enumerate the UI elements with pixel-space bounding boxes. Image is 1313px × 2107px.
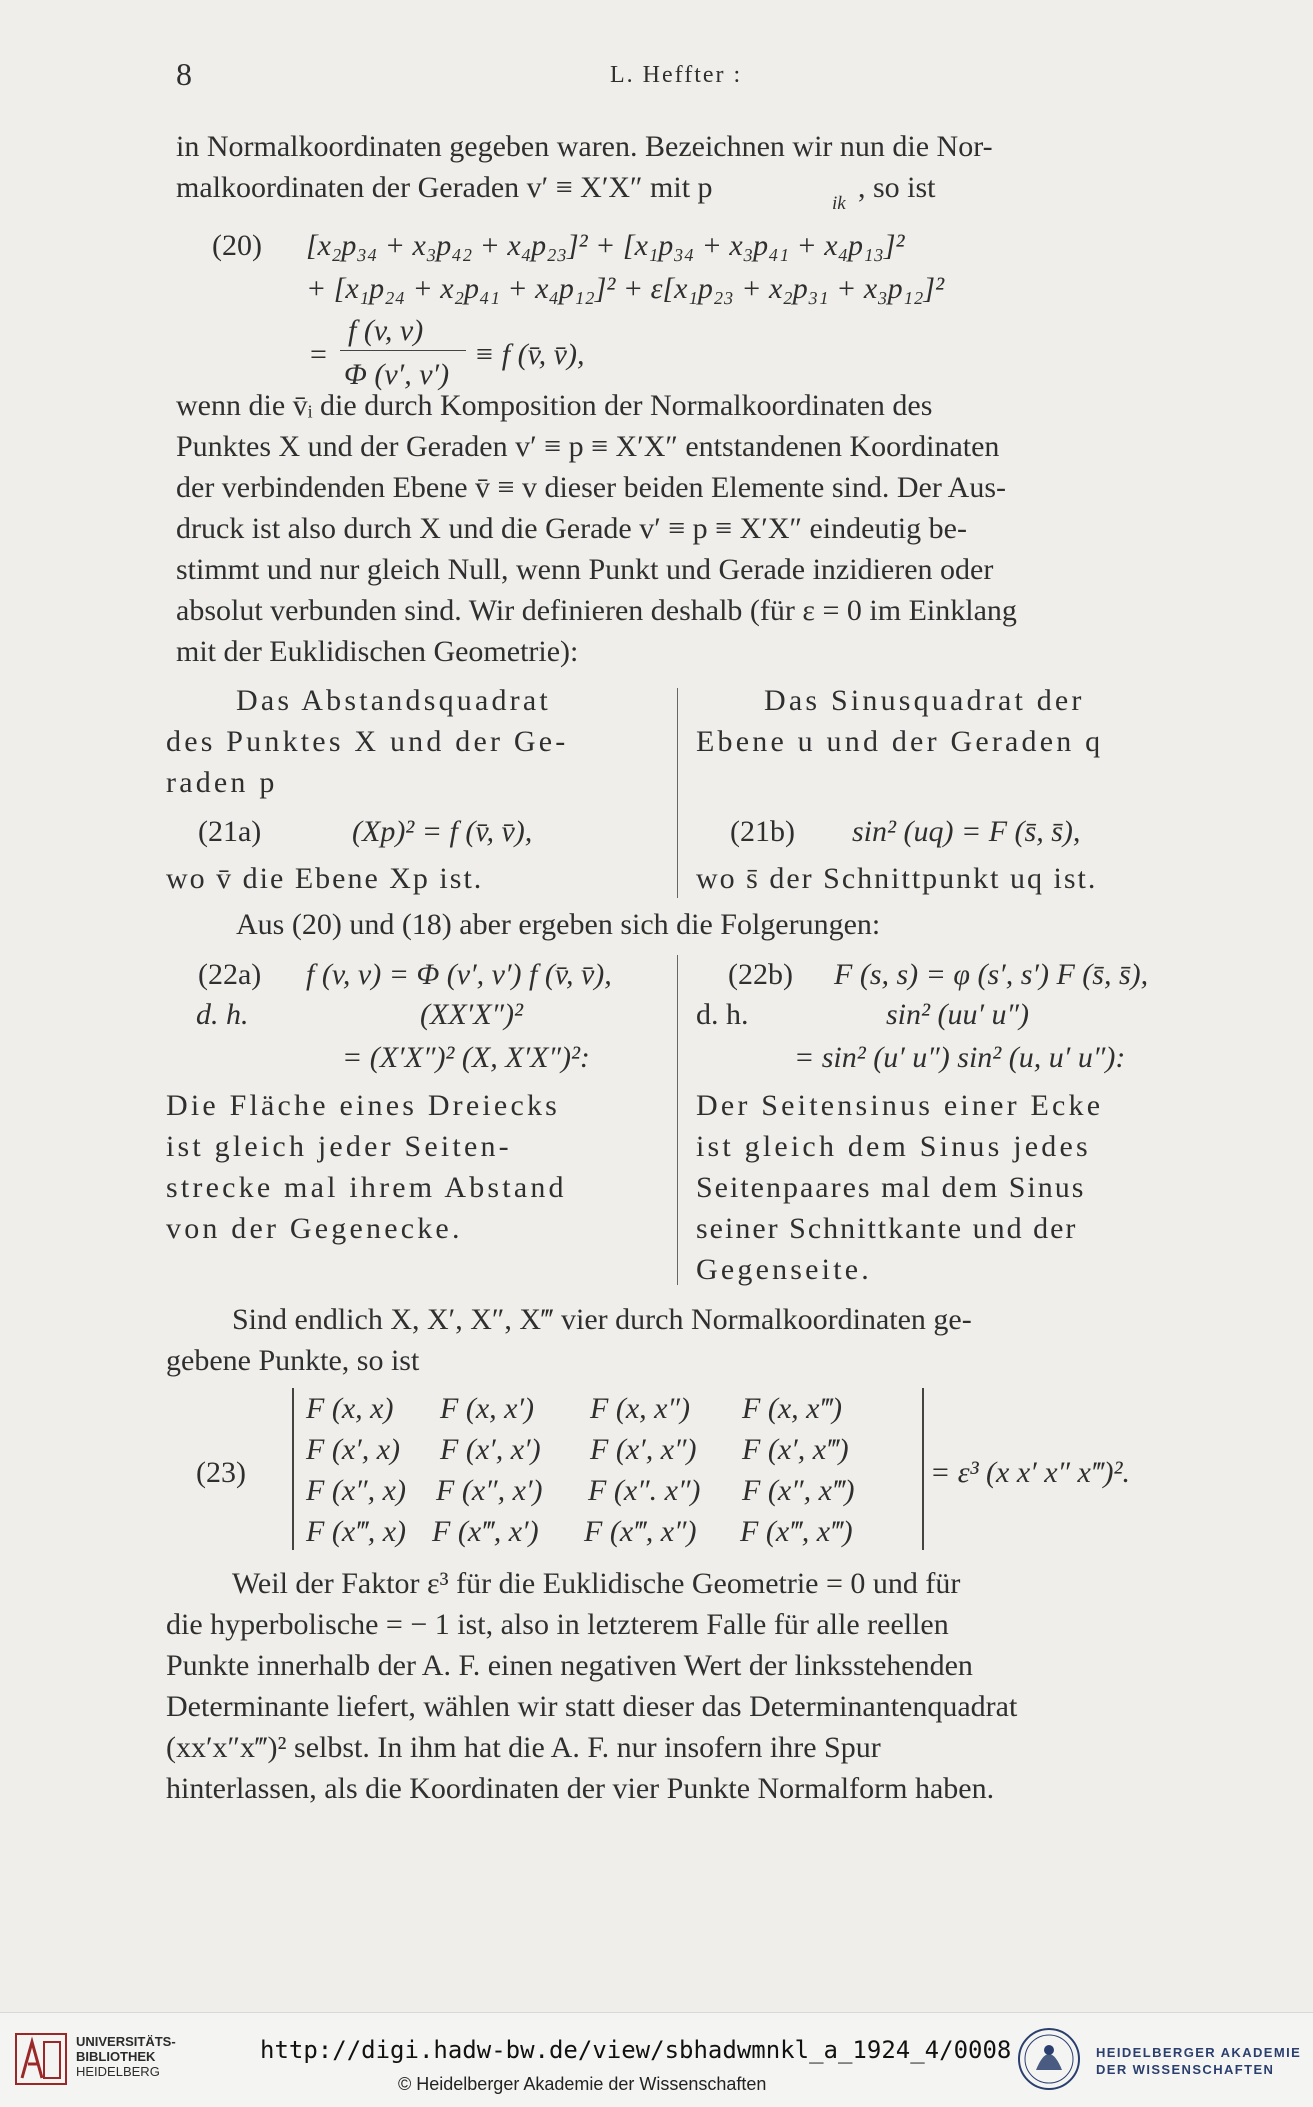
eq20-rhs: ≡ f (v̄, v̄), xyxy=(474,338,585,371)
eq20-fraction-bar xyxy=(340,350,466,351)
eq22a-formula: f (v, v) = Φ (v′, v′) f (v̄, v̄), xyxy=(306,958,612,991)
sind-line-2: gebene Punkte, so ist xyxy=(166,1344,420,1377)
eq23-rhs: = ε³ (x x′ x″ x‴)². xyxy=(930,1456,1130,1489)
eq21b-formula: sin² (uq) = F (s̄, s̄), xyxy=(852,815,1081,848)
eq20-denominator: Φ (v′, v′) xyxy=(344,358,450,391)
col22b-line-7: ist gleich dem Sinus jedes xyxy=(696,1130,1091,1163)
eq20-line-2: + [x₁p₂₄ + x₂p₄₁ + x₄p₁₂]² + ε[x₁p₂₃ + x₂p₃₁ + x₃p₁₂]² xyxy=(306,272,945,305)
det-cell: F (x′, x″) xyxy=(590,1433,697,1466)
para1-line-5: stimmt und nur gleich Null, wenn Punkt und Gerade inzidieren oder xyxy=(176,553,994,586)
eq23-number: (23) xyxy=(196,1456,246,1489)
page-number: 8 xyxy=(176,56,192,92)
col21b-line-2: Ebene u und der Geraden q xyxy=(696,725,1104,758)
det-cell: F (x″, x′) xyxy=(436,1474,543,1507)
col22a-line-7: ist gleich jeder Seiten- xyxy=(166,1130,512,1163)
col22b-line-6: Der Seitensinus einer Ecke xyxy=(696,1089,1104,1122)
eq21a-number: (21a) xyxy=(198,815,262,848)
det-cell: F (x‴, x‴) xyxy=(740,1515,853,1548)
eq22a-formula-3: = (X′X″)² (X, X′X″)²: xyxy=(342,1041,590,1074)
determinant-left-bar xyxy=(292,1388,294,1550)
det-cell: F (x, x′) xyxy=(440,1392,534,1425)
col22a-line-8: strecke mal ihrem Abstand xyxy=(166,1171,567,1204)
eq22b-formula-3: = sin² (u′ u″) sin² (u, u′ u″): xyxy=(794,1041,1126,1074)
det-cell: F (x′, x′) xyxy=(440,1433,541,1466)
column-divider-21 xyxy=(677,688,678,898)
eq20-line-1: [x₂p₃₄ + x₃p₄₂ + x₄p₂₃]² + [x₁p₃₄ + x₃p₄₁ + x₄p₁₃]² xyxy=(306,229,905,262)
col22a-dh: d. h. xyxy=(196,998,249,1031)
academy-label xyxy=(1096,2044,1301,2078)
running-title: L. Heffter : xyxy=(610,62,743,88)
det-cell: F (x″, x) xyxy=(306,1474,406,1507)
col22b-dh: d. h. xyxy=(696,998,749,1031)
intro-subscript: ik xyxy=(832,193,846,214)
col22b-line-10: Gegenseite. xyxy=(696,1253,872,1286)
logo-text-line: DER WISSENSCHAFTEN xyxy=(1096,2062,1275,2077)
weil-line-1: Weil der Faktor ε³ für die Euklidische Geometrie = 0 und für xyxy=(232,1567,961,1600)
logo-text-line: BIBLIOTHEK xyxy=(76,2049,156,2064)
eq22b-formula-2: sin² (uu′ u″) xyxy=(886,998,1030,1031)
col21a-line-1: Das Abstandsquadrat xyxy=(236,684,551,717)
eq22a-number: (22a) xyxy=(198,958,262,991)
determinant-right-bar xyxy=(922,1388,924,1550)
col22a-line-6: Die Fläche eines Dreiecks xyxy=(166,1089,561,1122)
col22b-line-9: seiner Schnittkante und der xyxy=(696,1212,1078,1245)
col21a-line-2: des Punktes X und der Ge- xyxy=(166,725,569,758)
weil-line-2: die hyperbolische = − 1 ist, also in letzterem Falle für alle reellen xyxy=(166,1608,949,1641)
det-cell: F (x‴, x′) xyxy=(432,1515,539,1548)
para1-line-6: absolut verbunden sind. Wir definieren deshalb (für ε = 0 im Einklang xyxy=(176,594,1017,627)
col22a-line-9: von der Gegenecke. xyxy=(166,1212,463,1245)
col21b-line-5: wo s̄ der Schnittpunkt uq ist. xyxy=(696,862,1098,895)
weil-line-3: Punkte innerhalb der A. F. einen negativen Wert der linksstehenden xyxy=(166,1649,973,1682)
logo-text-line: HEIDELBERGER AKADEMIE xyxy=(1096,2045,1302,2060)
weil-line-5: (xx′x″x‴)² selbst. In ihm hat die A. F. nur insofern ihre Spur xyxy=(166,1731,881,1764)
eq21a-formula: (Xp)² = f (v̄, v̄), xyxy=(352,815,533,848)
university-library-label xyxy=(76,2034,176,2079)
intro-line-2: malkoordinaten der Geraden v′ ≡ X′X″ mit p xyxy=(176,171,713,204)
eq21b-number: (21b) xyxy=(730,815,795,848)
weil-line-6: hinterlassen, als die Koordinaten der vier Punkte Normalform haben. xyxy=(166,1772,995,1805)
col21b-line-1: Das Sinusquadrat der xyxy=(764,684,1085,717)
det-cell: F (x‴, x″) xyxy=(584,1515,697,1548)
det-cell: F (x′, x) xyxy=(306,1433,400,1466)
col22b-line-8: Seitenpaares mal dem Sinus xyxy=(696,1171,1086,1204)
eq22b-formula: F (s, s) = φ (s′, s′) F (s̄, s̄), xyxy=(834,958,1149,991)
para1-line-2: Punktes X und der Geraden v′ ≡ p ≡ X′X″ entstandenen Koordinaten xyxy=(176,430,1000,463)
det-cell: F (x″, x‴) xyxy=(742,1474,855,1507)
det-cell: F (x‴, x) xyxy=(306,1515,407,1548)
det-cell: F (x, x″) xyxy=(590,1392,690,1425)
weil-line-4: Determinante liefert, wählen wir statt dieser das Determinantenquadrat xyxy=(166,1690,1018,1723)
eq22b-number: (22b) xyxy=(728,958,793,991)
logo-text-line: HEIDELBERG xyxy=(76,2064,160,2079)
eq20-numerator: f (v, v) xyxy=(348,314,424,347)
det-cell: F (x, x) xyxy=(306,1392,394,1425)
eq20-equals: = xyxy=(310,338,327,371)
academy-seal-icon xyxy=(1014,2026,1084,2092)
para1-line-7: mit der Euklidischen Geometrie): xyxy=(176,635,579,668)
det-cell: F (x, x‴) xyxy=(742,1392,843,1425)
logo-text-line: UNIVERSITÄTS- xyxy=(76,2034,176,2049)
university-library-logo-icon xyxy=(14,2032,68,2086)
col21a-line-3: raden p xyxy=(166,766,278,799)
aus-line: Aus (20) und (18) aber ergeben sich die Folgerungen: xyxy=(236,908,881,941)
para1-line-3: der verbindenden Ebene v̄ ≡ v dieser beiden Elemente sind. Der Aus- xyxy=(176,471,1006,504)
intro-line-2-end: , so ist xyxy=(858,171,936,204)
permalink-url[interactable]: http://digi.hadw-bw.de/view/sbhadwmnkl_a_1924_4/0008 xyxy=(260,2036,1012,2064)
det-cell: F (x″. x″) xyxy=(588,1474,701,1507)
para1-line-1: wenn die v̄ᵢ die durch Komposition der Normalkoordinaten des xyxy=(176,389,933,422)
det-cell: F (x′, x‴) xyxy=(742,1433,849,1466)
eq20-number: (20) xyxy=(212,229,262,262)
column-divider-22 xyxy=(677,955,678,1285)
col21a-line-6: wo v̄ die Ebene Xp ist. xyxy=(166,862,484,895)
eq22a-formula-2: (XX′X″)² xyxy=(420,998,524,1031)
sind-line-1: Sind endlich X, X′, X″, X‴ vier durch Normalkoordinaten ge- xyxy=(232,1303,972,1336)
intro-line-1: in Normalkoordinaten gegeben waren. Bezeichnen wir nun die Nor- xyxy=(176,130,993,163)
para1-line-4: druck ist also durch X und die Gerade v′ ≡ p ≡ X′X″ eindeutig be- xyxy=(176,512,967,545)
copyright-notice: © Heidelberger Akademie der Wissenschaften xyxy=(398,2074,767,2094)
